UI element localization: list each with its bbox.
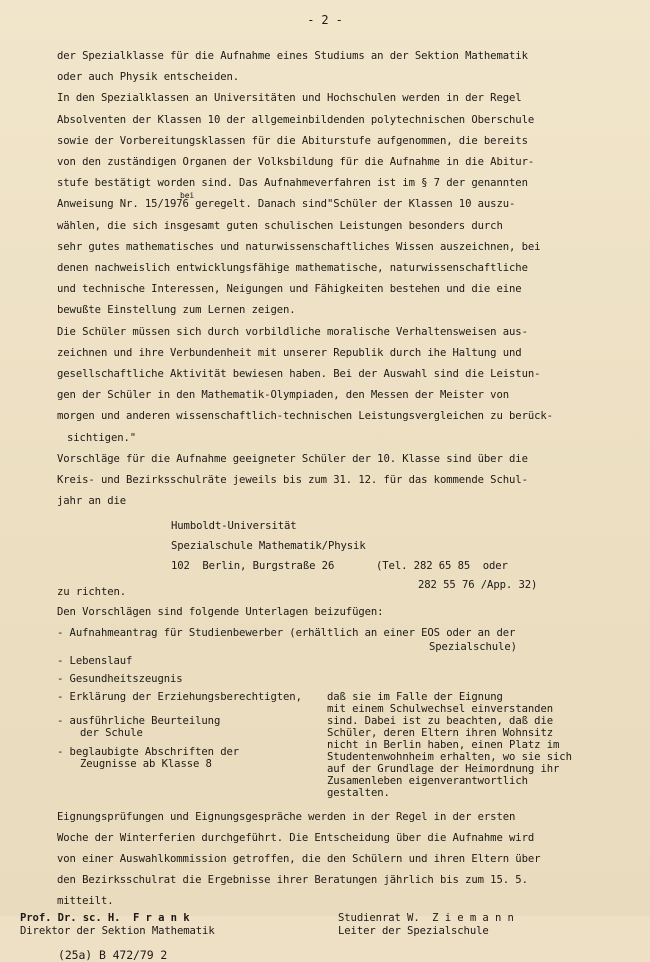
list-item: - Erklärung der Erziehungsberechtigten, (57, 691, 302, 703)
text-line: Zusamenleben eigenverantwortlich (327, 775, 528, 787)
text-line: Kreis- und Bezirksschulräte jeweils bis zum 31. 12. für das kommende Schul- (57, 474, 528, 486)
text-line: Die Schüler müssen sich durch vorbildliche moralische Verhaltensweisen aus- (57, 326, 528, 338)
address-line: Humboldt-Universität (171, 520, 297, 532)
page-number: - 2 - (307, 13, 343, 27)
text-line: jahr an die (57, 495, 127, 507)
text-line: nicht in Berlin haben, einen Platz im (327, 739, 560, 751)
text-line: mit einem Schulwechsel einverstanden (327, 703, 554, 715)
handwritten-insertion: bei (180, 191, 195, 200)
text-line: sind. Dabei ist zu beachten, daß die (327, 715, 554, 727)
text-line: Den Vorschlägen sind folgende Unterlagen beizufügen: (57, 606, 384, 618)
text-line: von einer Auswahlkommission getroffen, die den Schülern und ihren Eltern über (57, 853, 541, 865)
text-line: mitteilt. (57, 895, 114, 907)
text-line: Studentenwohnheim erhalten, wo sie sich (327, 751, 572, 763)
text-line: morgen und anderen wissenschaftlich-technischen Leistungsvergleichen zu berück- (57, 410, 553, 422)
address-line: 102 Berlin, Burgstraße 26 (171, 560, 335, 572)
list-item: - Aufnahmeantrag für Studienbewerber (erhältlich an einer EOS oder an der (57, 627, 516, 639)
address-telephone: (Tel. 282 65 85 oder (376, 560, 508, 572)
text-line: Woche der Winterferien durchgeführt. Die Entscheidung über die Aufnahme wird (57, 832, 535, 844)
text-line: von den zuständigen Organen der Volksbildung für die Aufnahme in die Abitur- (57, 156, 535, 168)
text-line: den Bezirksschulrat die Ergebnisse ihrer Beratungen jährlich bis zum 15. 5. (57, 874, 528, 886)
address-line: Spezialschule Mathematik/Physik (171, 540, 366, 552)
list-item: - ausführliche Beurteilung (57, 715, 221, 727)
signature-title: Leiter der Spezialschule (338, 925, 489, 937)
text-line: Anweisung Nr. 15/1976 geregelt. Danach sind"Schüler der Klassen 10 auszu- (57, 198, 516, 210)
text-line: Absolventen der Klassen 10 der allgemeinbildenden polytechnischen Oberschule (57, 114, 535, 126)
text-line: Eignungsprüfungen und Eignungsgespräche werden in der Regel in der ersten (57, 811, 516, 823)
text-line: der Spezialklasse für die Aufnahme eines Studiums an der Sektion Mathematik (57, 50, 528, 62)
text-line: sichtigen." (67, 432, 137, 444)
text-line: zu richten. (57, 586, 127, 598)
address-telephone: 282 55 76 /App. 32) (418, 579, 538, 591)
text-line: Schüler, deren Eltern ihren Wohnsitz (327, 727, 554, 739)
footer-code: (25a) B 472/79 2 (58, 948, 168, 962)
signature-name: Studienrat W. Z i e m a n n (338, 912, 514, 924)
text-line: und technische Interessen, Neigungen und Fähigkeiten bestehen und die eine (57, 283, 522, 295)
text-line: gestalten. (327, 787, 390, 799)
text-line: stufe bestätigt worden sind. Das Aufnahmeverfahren ist im § 7 der genannten (57, 177, 528, 189)
list-item: Spezialschule) (429, 641, 517, 653)
text-line: zeichnen und ihre Verbundenheit mit unserer Republik durch ihe Haltung und (57, 347, 522, 359)
text-line: gesellschaftliche Aktivität bewiesen haben. Bei der Auswahl sind die Leistun- (57, 368, 541, 380)
signature-title: Direktor der Sektion Mathematik (20, 925, 215, 937)
text-line: Vorschläge für die Aufnahme geeigneter Schüler der 10. Klasse sind über die (57, 453, 528, 465)
text-line: oder auch Physik entscheiden. (57, 71, 240, 83)
list-item: Zeugnisse ab Klasse 8 (80, 758, 212, 770)
list-item: - beglaubigte Abschriften der (57, 746, 240, 758)
text-line: bewußte Einstellung zum Lernen zeigen. (57, 304, 296, 316)
text-line: In den Spezialklassen an Universitäten und Hochschulen werden in der Regel (57, 92, 522, 104)
signature-name: Prof. Dr. sc. H. F r a n k (20, 912, 190, 924)
list-item: - Gesundheitszeugnis (57, 673, 183, 685)
text-line: sowie der Vorbereitungsklassen für die Abiturstufe aufgenommen, die bereits (57, 135, 528, 147)
text-line: daß sie im Falle der Eignung (327, 691, 503, 703)
text-line: denen nachweislich entwicklungsfähige mathematische, naturwissenschaftliche (57, 262, 528, 274)
list-item: der Schule (80, 727, 143, 739)
text-line: sehr gutes mathematisches und naturwissenschaftliches Wissen auszeichnen, bei (57, 241, 541, 253)
list-item: - Lebenslauf (57, 655, 133, 667)
text-line: auf der Grundlage der Heimordnung ihr (327, 763, 560, 775)
text-line: wählen, die sich insgesamt guten schulischen Leistungen besonders durch (57, 220, 503, 232)
text-line: gen der Schüler in den Mathematik-Olympiaden, den Messen der Meister von (57, 389, 510, 401)
